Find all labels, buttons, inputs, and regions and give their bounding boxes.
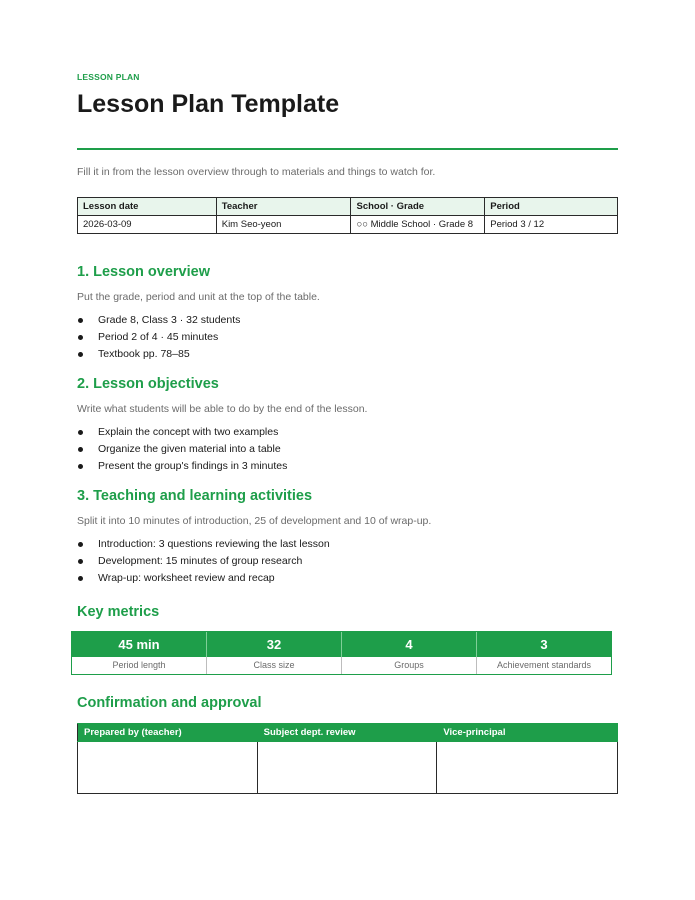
lesson-info-header-row	[78, 198, 618, 216]
list-item: Textbook pp. 78–85	[77, 346, 240, 363]
overview-list	[77, 312, 240, 363]
teacher-value: Kim Seo-yeon	[216, 216, 351, 234]
metric-label-class-size: Class size	[207, 657, 342, 674]
lesson-date-value: 2026-03-09	[78, 216, 217, 234]
school-grade-header: School · Grade	[351, 198, 485, 216]
approval-header-row	[78, 724, 618, 742]
key-metrics-labels-row	[72, 657, 611, 674]
prepared-by-header: Prepared by (teacher)	[78, 724, 258, 742]
list-item: Present the group's findings in 3 minutes	[77, 458, 287, 475]
approval-signature-row	[78, 742, 618, 794]
key-metrics-table	[71, 631, 612, 675]
intro-text: Fill it in from the lesson overview through to materials and things to watch for.	[77, 166, 436, 178]
teacher-header: Teacher	[216, 198, 351, 216]
section-note-overview: Put the grade, period and unit at the top of the table.	[77, 291, 320, 303]
objectives-list	[77, 424, 287, 475]
list-item: Development: 15 minutes of group research	[77, 553, 330, 570]
list-item: Explain the concept with two examples	[77, 424, 287, 441]
metric-value-groups: 4	[342, 632, 477, 657]
section-heading-activities: 3. Teaching and learning activities	[77, 488, 313, 504]
lesson-info-table	[77, 197, 618, 234]
vice-principal-signature-cell	[437, 742, 618, 794]
dept-review-signature-cell	[257, 742, 437, 794]
activities-list	[77, 536, 330, 587]
key-metrics-values-row	[72, 632, 611, 657]
lesson-info-value-row	[78, 216, 618, 234]
list-item: Grade 8, Class 3 · 32 students	[77, 312, 240, 329]
metric-value-period-length: 45 min	[72, 632, 207, 657]
list-item: Wrap-up: worksheet review and recap	[77, 570, 330, 587]
approval-table	[77, 723, 618, 794]
metric-value-class-size: 32	[207, 632, 342, 657]
page-title: Lesson Plan Template	[77, 90, 340, 118]
metric-label-groups: Groups	[342, 657, 477, 674]
vice-principal-header: Vice-principal	[437, 724, 618, 742]
period-value: Period 3 / 12	[485, 216, 618, 234]
lesson-date-header: Lesson date	[78, 198, 217, 216]
school-grade-value: ○○ Middle School · Grade 8	[351, 216, 485, 234]
eyebrow-label: LESSON PLAN	[77, 72, 140, 82]
metric-label-period-length: Period length	[72, 657, 207, 674]
metric-value-achievement-standards: 3	[540, 637, 548, 652]
approval-heading: Confirmation and approval	[77, 695, 262, 711]
title-divider	[77, 148, 618, 150]
prepared-by-signature-cell	[78, 742, 258, 794]
metric-label-achievement-standards: Achievement standards	[496, 660, 592, 670]
section-note-objectives: Write what students will be able to do by the end of the lesson.	[77, 403, 368, 415]
list-item: Organize the given material into a table	[77, 441, 287, 458]
list-item: Introduction: 3 questions reviewing the last lesson	[77, 536, 330, 553]
list-item: Period 2 of 4 · 45 minutes	[77, 329, 240, 346]
period-header: Period	[485, 198, 618, 216]
section-note-activities: Split it into 10 minutes of introduction, 25 of development and 10 of wrap-up.	[77, 515, 432, 527]
section-heading-objectives: 2. Lesson objectives	[77, 376, 219, 392]
section-heading-overview: 1. Lesson overview	[77, 264, 210, 280]
key-metrics-heading: Key metrics	[77, 604, 160, 620]
dept-review-header: Subject dept. review	[257, 724, 437, 742]
